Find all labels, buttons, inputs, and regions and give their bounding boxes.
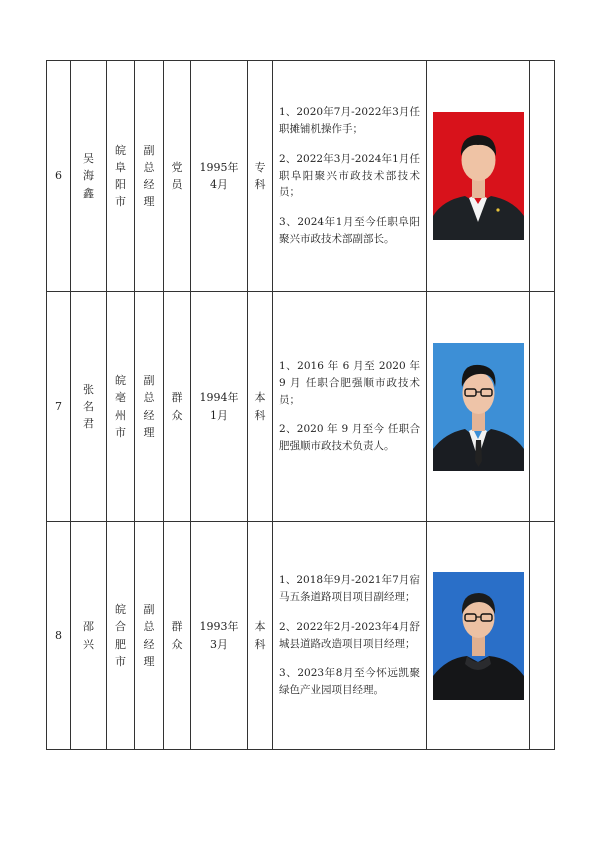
experience-item: 2、2022年3月-2024年1月任职阜阳聚兴市政技术部技术员； bbox=[279, 152, 420, 199]
experience-item: 1、2016 年 6 月至 2020 年 9 月 任职合肥强顺市政技术员； bbox=[279, 360, 420, 406]
portrait-photo bbox=[433, 572, 524, 700]
row-index: 6 bbox=[47, 61, 71, 292]
portrait-icon bbox=[433, 572, 524, 700]
photo-cell bbox=[427, 292, 530, 522]
politics-cell: 群众 bbox=[164, 292, 191, 522]
origin-cell: 皖阜阳市 bbox=[107, 61, 135, 292]
experience-cell bbox=[273, 61, 427, 292]
portrait-photo bbox=[433, 112, 524, 240]
name-cell: 邵兴 bbox=[71, 522, 107, 750]
education-cell: 本科 bbox=[248, 292, 273, 522]
name-cell: 吴海鑫 bbox=[71, 61, 107, 292]
experience-item: 2、2020 年 9 月至今 任职合肥强顺市政技术负责人。 bbox=[279, 423, 420, 453]
row-index: 7 bbox=[47, 292, 71, 522]
blank-cell bbox=[530, 522, 555, 750]
row-index: 8 bbox=[47, 522, 71, 750]
experience-item: 1、2020年7月-2022年3月任职摊铺机操作手； bbox=[279, 106, 420, 135]
origin-cell: 皖亳州市 bbox=[107, 292, 135, 522]
experience-item: 1、2018年9月-2021年7月宿马五条道路项目项目副经理； bbox=[279, 574, 420, 603]
portrait-photo bbox=[433, 343, 524, 471]
photo-cell bbox=[427, 61, 530, 292]
position-cell: 副总经理 bbox=[135, 292, 164, 522]
photo-cell bbox=[427, 522, 530, 750]
portrait-icon bbox=[433, 112, 524, 240]
experience-cell bbox=[273, 292, 427, 522]
experience-item: 3、2023年8月至今怀远凯聚绿色产业园项目经理。 bbox=[279, 667, 420, 697]
birth-cell: 1995年4月 bbox=[191, 61, 248, 292]
politics-cell: 党员 bbox=[164, 61, 191, 292]
blank-cell bbox=[530, 61, 555, 292]
birth-cell: 1993年3月 bbox=[191, 522, 248, 750]
experience-cell bbox=[273, 522, 427, 750]
table-row bbox=[47, 61, 555, 292]
personnel-table bbox=[46, 60, 555, 750]
experience-item: 2、2022年2月-2023年4月舒城县道路改造项目项目经理； bbox=[279, 620, 420, 650]
position-cell: 副总经理 bbox=[135, 522, 164, 750]
education-cell: 本科 bbox=[248, 522, 273, 750]
name-cell: 张名君 bbox=[71, 292, 107, 522]
experience-item: 3、2024年1月至今任职阜阳聚兴市政技术部副部长。 bbox=[279, 216, 420, 245]
origin-cell: 皖合肥市 bbox=[107, 522, 135, 750]
portrait-icon bbox=[433, 343, 524, 471]
education-cell: 专科 bbox=[248, 61, 273, 292]
blank-cell bbox=[530, 292, 555, 522]
birth-cell: 1994年1月 bbox=[191, 292, 248, 522]
politics-cell: 群众 bbox=[164, 522, 191, 750]
position-cell: 副总经理 bbox=[135, 61, 164, 292]
table-row bbox=[47, 522, 555, 750]
table-row bbox=[47, 292, 555, 522]
